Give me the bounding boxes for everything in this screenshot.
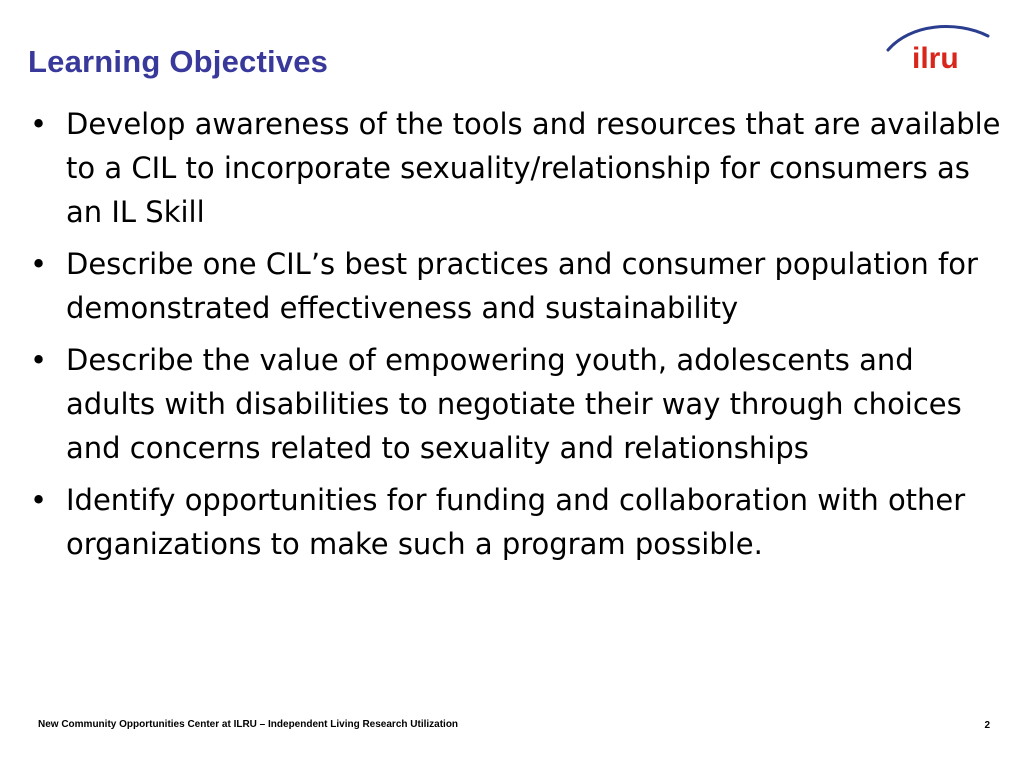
objective-text: Develop awareness of the tools and resources that are available to a CIL to incorporate sexuality/relationship for consumers as an IL Skill — [66, 107, 1001, 229]
page-number: 2 — [984, 720, 990, 731]
objective-item — [28, 338, 1003, 470]
footer-text: New Community Opportunities Center at ILRU – Independent Living Research Utilization — [38, 719, 459, 730]
objective-text: Describe one CIL’s best practices and consumer population for demonstrated effectiveness and sustainability — [66, 247, 978, 325]
slide-title: Learning Objectives — [28, 44, 329, 79]
ilru-logo-icon — [884, 18, 992, 74]
bullet-icon: • — [30, 107, 48, 141]
objective-item — [28, 242, 1003, 330]
bullet-icon: • — [30, 483, 48, 517]
bullet-icon: • — [30, 343, 48, 377]
logo-text: ilru — [912, 42, 959, 74]
objective-item — [28, 478, 1003, 566]
bullet-icon: • — [30, 247, 48, 281]
objective-text: Identify opportunities for funding and collaboration with other organizations to make such a program possible. — [66, 483, 966, 561]
objectives-list — [28, 102, 1003, 574]
objective-item — [28, 102, 1003, 234]
objective-text: Describe the value of empowering youth, adolescents and adults with disabilities to negotiate their way through choices and concerns related to sexuality and relationships — [66, 343, 962, 465]
